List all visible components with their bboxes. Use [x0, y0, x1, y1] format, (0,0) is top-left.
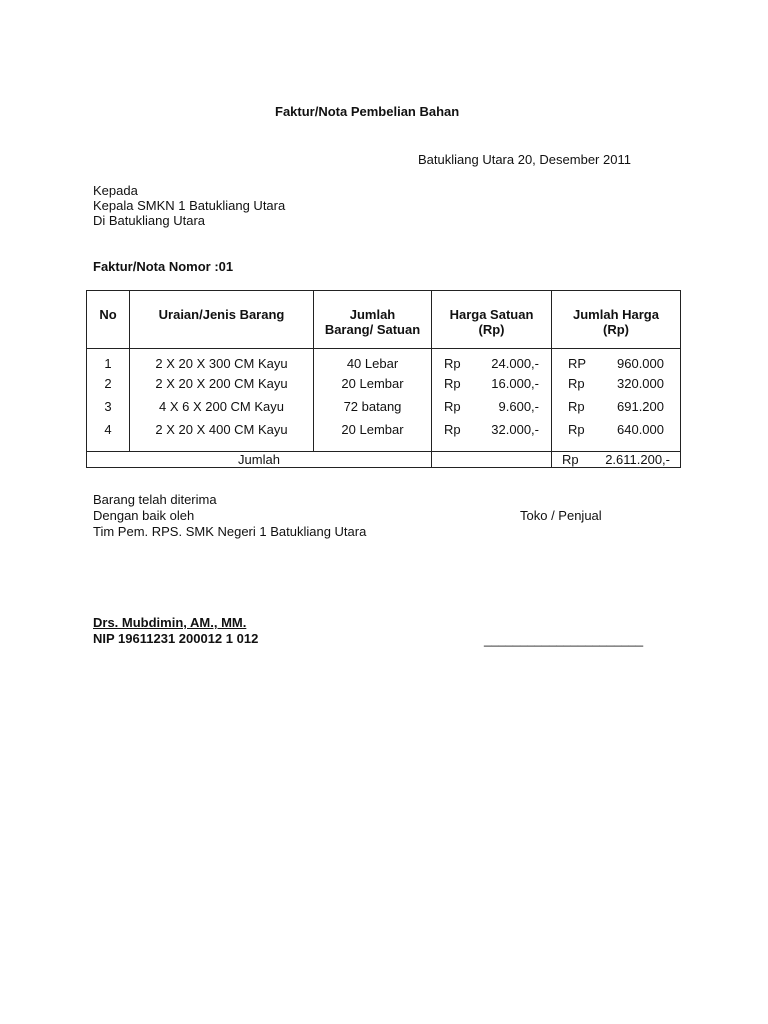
- row-no: 3: [87, 395, 130, 418]
- total-empty-cell: [432, 452, 552, 468]
- row-no: 1: [87, 349, 130, 373]
- place-date: Batukliang Utara 20, Desember 2011: [418, 152, 631, 167]
- row-unit-price: Rp 9.600,-: [432, 395, 552, 418]
- signatory-nip: NIP 19611231 200012 1 012: [93, 631, 259, 646]
- table-total-row: [87, 452, 681, 468]
- row-total-price: Rp 691.200: [552, 395, 681, 418]
- row-quantity: 40 Lebar: [314, 349, 432, 373]
- closing-team: Tim Pem. RPS. SMK Negeri 1 Batukliang Utara: [93, 524, 367, 539]
- row-no: 2: [87, 372, 130, 395]
- row-unit-price: Rp 32.000,-: [432, 418, 552, 441]
- table-row: [87, 349, 681, 373]
- row-quantity: 20 Lembar: [314, 418, 432, 441]
- header-total-price: Jumlah Harga (Rp): [552, 291, 681, 349]
- row-description: 2 X 20 X 300 CM Kayu: [130, 349, 314, 373]
- document-title: Faktur/Nota Pembelian Bahan: [275, 104, 460, 119]
- recipient-salutation: Kepada: [93, 183, 138, 198]
- grand-total: Rp 2.611.200,-: [552, 452, 681, 468]
- total-label: Jumlah: [87, 452, 432, 468]
- row-no: 4: [87, 418, 130, 441]
- row-total-price: Rp 320.000: [552, 372, 681, 395]
- header-quantity: Jumlah Barang/ Satuan: [314, 291, 432, 349]
- row-total-price: RP 960.000: [552, 349, 681, 373]
- recipient-title: Kepala SMKN 1 Batukliang Utara: [93, 198, 286, 213]
- header-unit-price: Harga Satuan (Rp): [432, 291, 552, 349]
- row-quantity: 72 batang: [314, 395, 432, 418]
- seller-signature-line: ______________________: [484, 632, 644, 647]
- invoice-number: Faktur/Nota Nomor :01: [93, 259, 234, 274]
- row-description: 4 X 6 X 200 CM Kayu: [130, 395, 314, 418]
- invoice-table: [86, 290, 681, 468]
- closing-received: Barang telah diterima: [93, 492, 217, 507]
- recipient-location: Di Batukliang Utara: [93, 213, 205, 228]
- row-description: 2 X 20 X 200 CM Kayu: [130, 372, 314, 395]
- table-row: [87, 395, 681, 418]
- closing-by: Dengan baik oleh: [93, 508, 195, 523]
- table-header-row: [87, 291, 681, 349]
- row-quantity: 20 Lembar: [314, 372, 432, 395]
- row-description: 2 X 20 X 400 CM Kayu: [130, 418, 314, 441]
- table-row: [87, 372, 681, 395]
- header-no: No: [87, 291, 130, 349]
- seller-label: Toko / Penjual: [520, 508, 602, 523]
- row-unit-price: Rp 24.000,-: [432, 349, 552, 373]
- row-total-price: Rp 640.000: [552, 418, 681, 441]
- header-description: Uraian/Jenis Barang: [130, 291, 314, 349]
- row-unit-price: Rp 16.000,-: [432, 372, 552, 395]
- signatory-name: Drs. Mubdimin, AM., MM.: [93, 615, 247, 630]
- table-spacer-row: [87, 441, 681, 452]
- table-row: [87, 418, 681, 441]
